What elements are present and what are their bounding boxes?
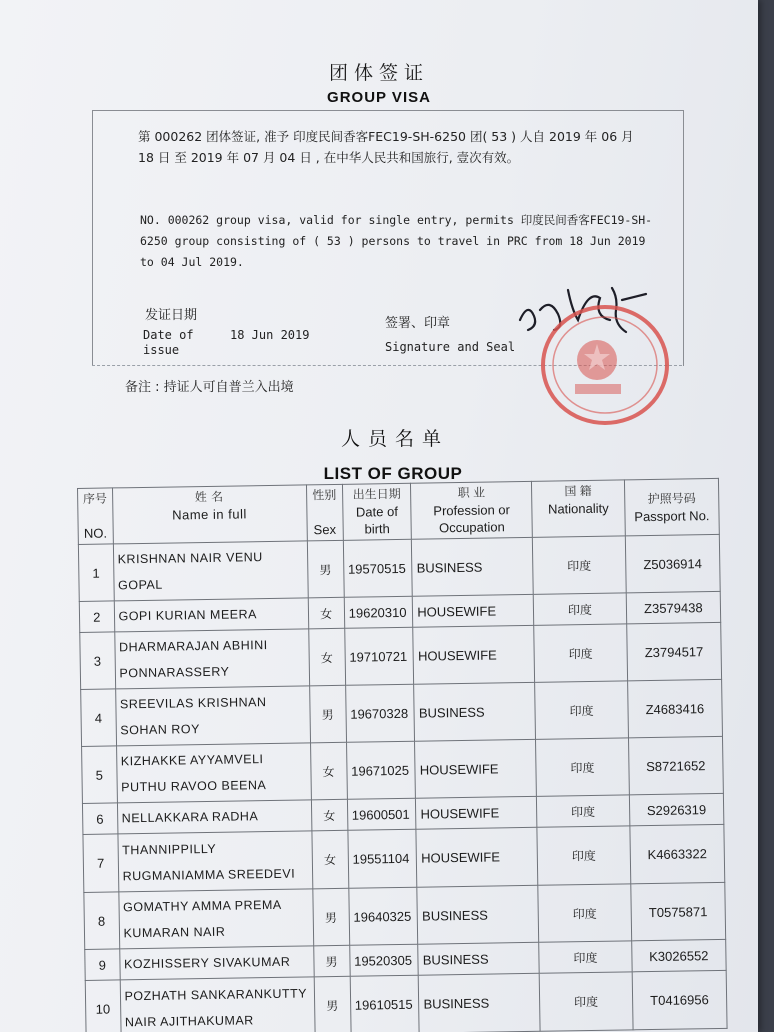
- row-passport: Z4683416: [627, 679, 722, 737]
- row-occupation: HOUSEWIFE: [416, 827, 538, 887]
- row-name: GOPI KURIAN MEERA: [114, 598, 309, 632]
- header-nationality: [532, 480, 626, 537]
- row-nationality: 印度: [535, 681, 629, 739]
- header-dob-cn: 出生日期: [352, 486, 401, 502]
- row-occupation: HOUSEWIFE: [413, 594, 534, 627]
- row-nationality: 印度: [534, 624, 628, 682]
- table-row: [84, 882, 726, 949]
- header-pp-cn: 护照号码: [647, 490, 696, 506]
- header-name: [112, 485, 307, 544]
- row-nationality: 印度: [537, 795, 630, 827]
- row-passport: S8721652: [628, 736, 723, 794]
- row-name: KRISHNAN NAIR VENU GOPAL: [113, 541, 308, 601]
- row-passport: S2926319: [629, 793, 724, 825]
- header-name-cn: 姓 名: [194, 489, 224, 505]
- row-dob: 19610515: [350, 975, 420, 1032]
- header-sex-en: Sex: [313, 521, 337, 538]
- visa-title-chinese: 团体签证: [328, 62, 429, 84]
- remark-note: 备注 : 持证人可自普兰入出境: [125, 380, 294, 395]
- row-passport: Z3794517: [626, 622, 721, 680]
- issue-date-label-chinese: 发证日期: [145, 308, 198, 323]
- header-occ-cn: 职 业: [457, 485, 486, 501]
- row-sex: 男: [314, 976, 351, 1032]
- row-occupation: BUSINESS: [412, 537, 534, 596]
- row-name: NELLAKKARA RADHA: [117, 800, 312, 834]
- row-sex: 女: [310, 742, 347, 800]
- row-sex: 男: [307, 540, 344, 598]
- issue-date-label-english: Date of issue: [143, 328, 194, 357]
- row-occupation: HOUSEWIFE: [415, 739, 537, 798]
- row-occupation: HOUSEWIFE: [416, 796, 537, 829]
- official-red-seal: [535, 300, 675, 430]
- row-occupation: BUSINESS: [417, 885, 539, 944]
- row-name: KOZHISSERY SIVAKUMAR: [119, 946, 314, 980]
- row-name: SREEVILAS KRISHNAN SOHAN ROY: [115, 686, 310, 746]
- header-dob: [342, 483, 412, 540]
- group-member-table: [77, 478, 728, 1032]
- row-dob: 19670328: [345, 684, 415, 742]
- row-passport: K4663322: [630, 824, 725, 883]
- header-pp-en: Passport No.: [634, 507, 710, 524]
- row-sex: 女: [308, 597, 345, 629]
- header-passport: [624, 478, 719, 535]
- row-no: 6: [82, 803, 117, 835]
- table-row: [82, 736, 724, 803]
- row-nationality: 印度: [538, 884, 632, 942]
- list-title-chinese: 人员名单: [340, 428, 449, 450]
- table-row: [80, 622, 722, 689]
- row-sex: 女: [311, 830, 348, 889]
- row-no: 3: [80, 632, 115, 690]
- row-nationality: 印度: [533, 593, 626, 625]
- row-name: THANNIPPILLY RUGMANIAMMA SREEDEVI: [117, 831, 312, 892]
- table-row: [85, 970, 727, 1032]
- row-sex: 女: [308, 628, 345, 686]
- row-occupation: BUSINESS: [419, 973, 541, 1032]
- header-name-en: Name in full: [172, 506, 247, 523]
- row-passport: T0416956: [632, 970, 727, 1029]
- row-dob: 19640325: [349, 887, 419, 945]
- row-name: DHARMARAJAN ABHINI PONNARASSERY: [114, 629, 309, 689]
- header-nat-en: Nationality: [547, 500, 609, 517]
- row-no: 7: [83, 834, 118, 893]
- row-passport: T0575871: [631, 882, 726, 940]
- row-occupation: BUSINESS: [418, 942, 539, 975]
- row-no: 9: [85, 949, 120, 981]
- row-no: 8: [84, 892, 119, 950]
- row-name: GOMATHY AMMA PREMA KUMARAN NAIR: [118, 889, 313, 949]
- visa-title-english: GROUP VISA: [327, 89, 431, 106]
- row-no: 4: [81, 689, 116, 747]
- row-nationality: 印度: [539, 941, 632, 973]
- row-dob: 19671025: [346, 741, 416, 799]
- row-nationality: 印度: [537, 826, 631, 885]
- row-occupation: HOUSEWIFE: [413, 625, 535, 684]
- header-sex-cn: 性别: [312, 487, 337, 503]
- row-name: POZHATH SANKARANKUTTY NAIR AJITHAKUMAR: [120, 977, 315, 1032]
- table-row: [81, 679, 723, 746]
- signature-label-english: Signature and Seal: [385, 340, 516, 354]
- header-dob-en: Date of birth: [355, 503, 398, 537]
- row-sex: 男: [309, 685, 346, 743]
- row-occupation: BUSINESS: [414, 682, 536, 741]
- table-header-row: [78, 478, 720, 544]
- row-no: 5: [82, 746, 117, 804]
- header-no-en: NO.: [83, 525, 108, 541]
- issue-date-value: 18 Jun 2019: [230, 328, 310, 342]
- row-sex: 女: [311, 799, 348, 831]
- header-no: [78, 488, 113, 545]
- header-nat-cn: 国 籍: [564, 483, 592, 499]
- row-dob: 19710721: [344, 627, 414, 685]
- header-occ-en: Profession or Occupation: [433, 502, 511, 536]
- table-row: [83, 824, 725, 892]
- signature-label-chinese: 签署、印章: [385, 316, 451, 331]
- row-dob: 19520305: [349, 944, 418, 976]
- row-no: 10: [85, 980, 120, 1032]
- row-passport: K3026552: [631, 939, 726, 971]
- row-nationality: 印度: [532, 536, 626, 594]
- row-passport: Z5036914: [625, 534, 720, 592]
- header-no-cn: 序号: [82, 491, 108, 506]
- row-name: KIZHAKKE AYYAMVELI PUTHU RAVOO BEENA: [116, 743, 311, 803]
- row-dob: 19600501: [347, 798, 416, 830]
- table-row: [78, 534, 720, 601]
- row-dob: 19570515: [343, 539, 413, 597]
- visa-paragraph-chinese: 第 000262 团体签证, 准予 印度民间香客FEC19-SH-6250 团( 53 ) 人自 2019 年 06 月 18 日 至 2019 年 07 月 04 日 , 在中华人民共和国旅行, 壹次有效。: [138, 129, 634, 165]
- list-title-english: LIST OF GROUP: [323, 464, 463, 483]
- header-sex: [306, 484, 343, 541]
- row-passport: Z3579438: [626, 591, 721, 623]
- row-sex: 男: [312, 888, 349, 946]
- header-occupation: [411, 481, 533, 539]
- row-dob: 19551104: [348, 829, 418, 888]
- row-dob: 19620310: [344, 596, 413, 628]
- row-no: 2: [79, 601, 114, 633]
- visa-paragraph-english: NO. 000262 group visa, valid for single entry, permits 印度民间香客FEC19-SH-6250 group consisting of ( 53 ) persons to travel in PRC from 18 Jun 2019 to 04 Jul 2019.: [140, 213, 653, 269]
- row-sex: 男: [313, 945, 350, 977]
- row-no: 1: [78, 544, 113, 602]
- row-nationality: 印度: [536, 738, 630, 796]
- row-nationality: 印度: [539, 972, 633, 1031]
